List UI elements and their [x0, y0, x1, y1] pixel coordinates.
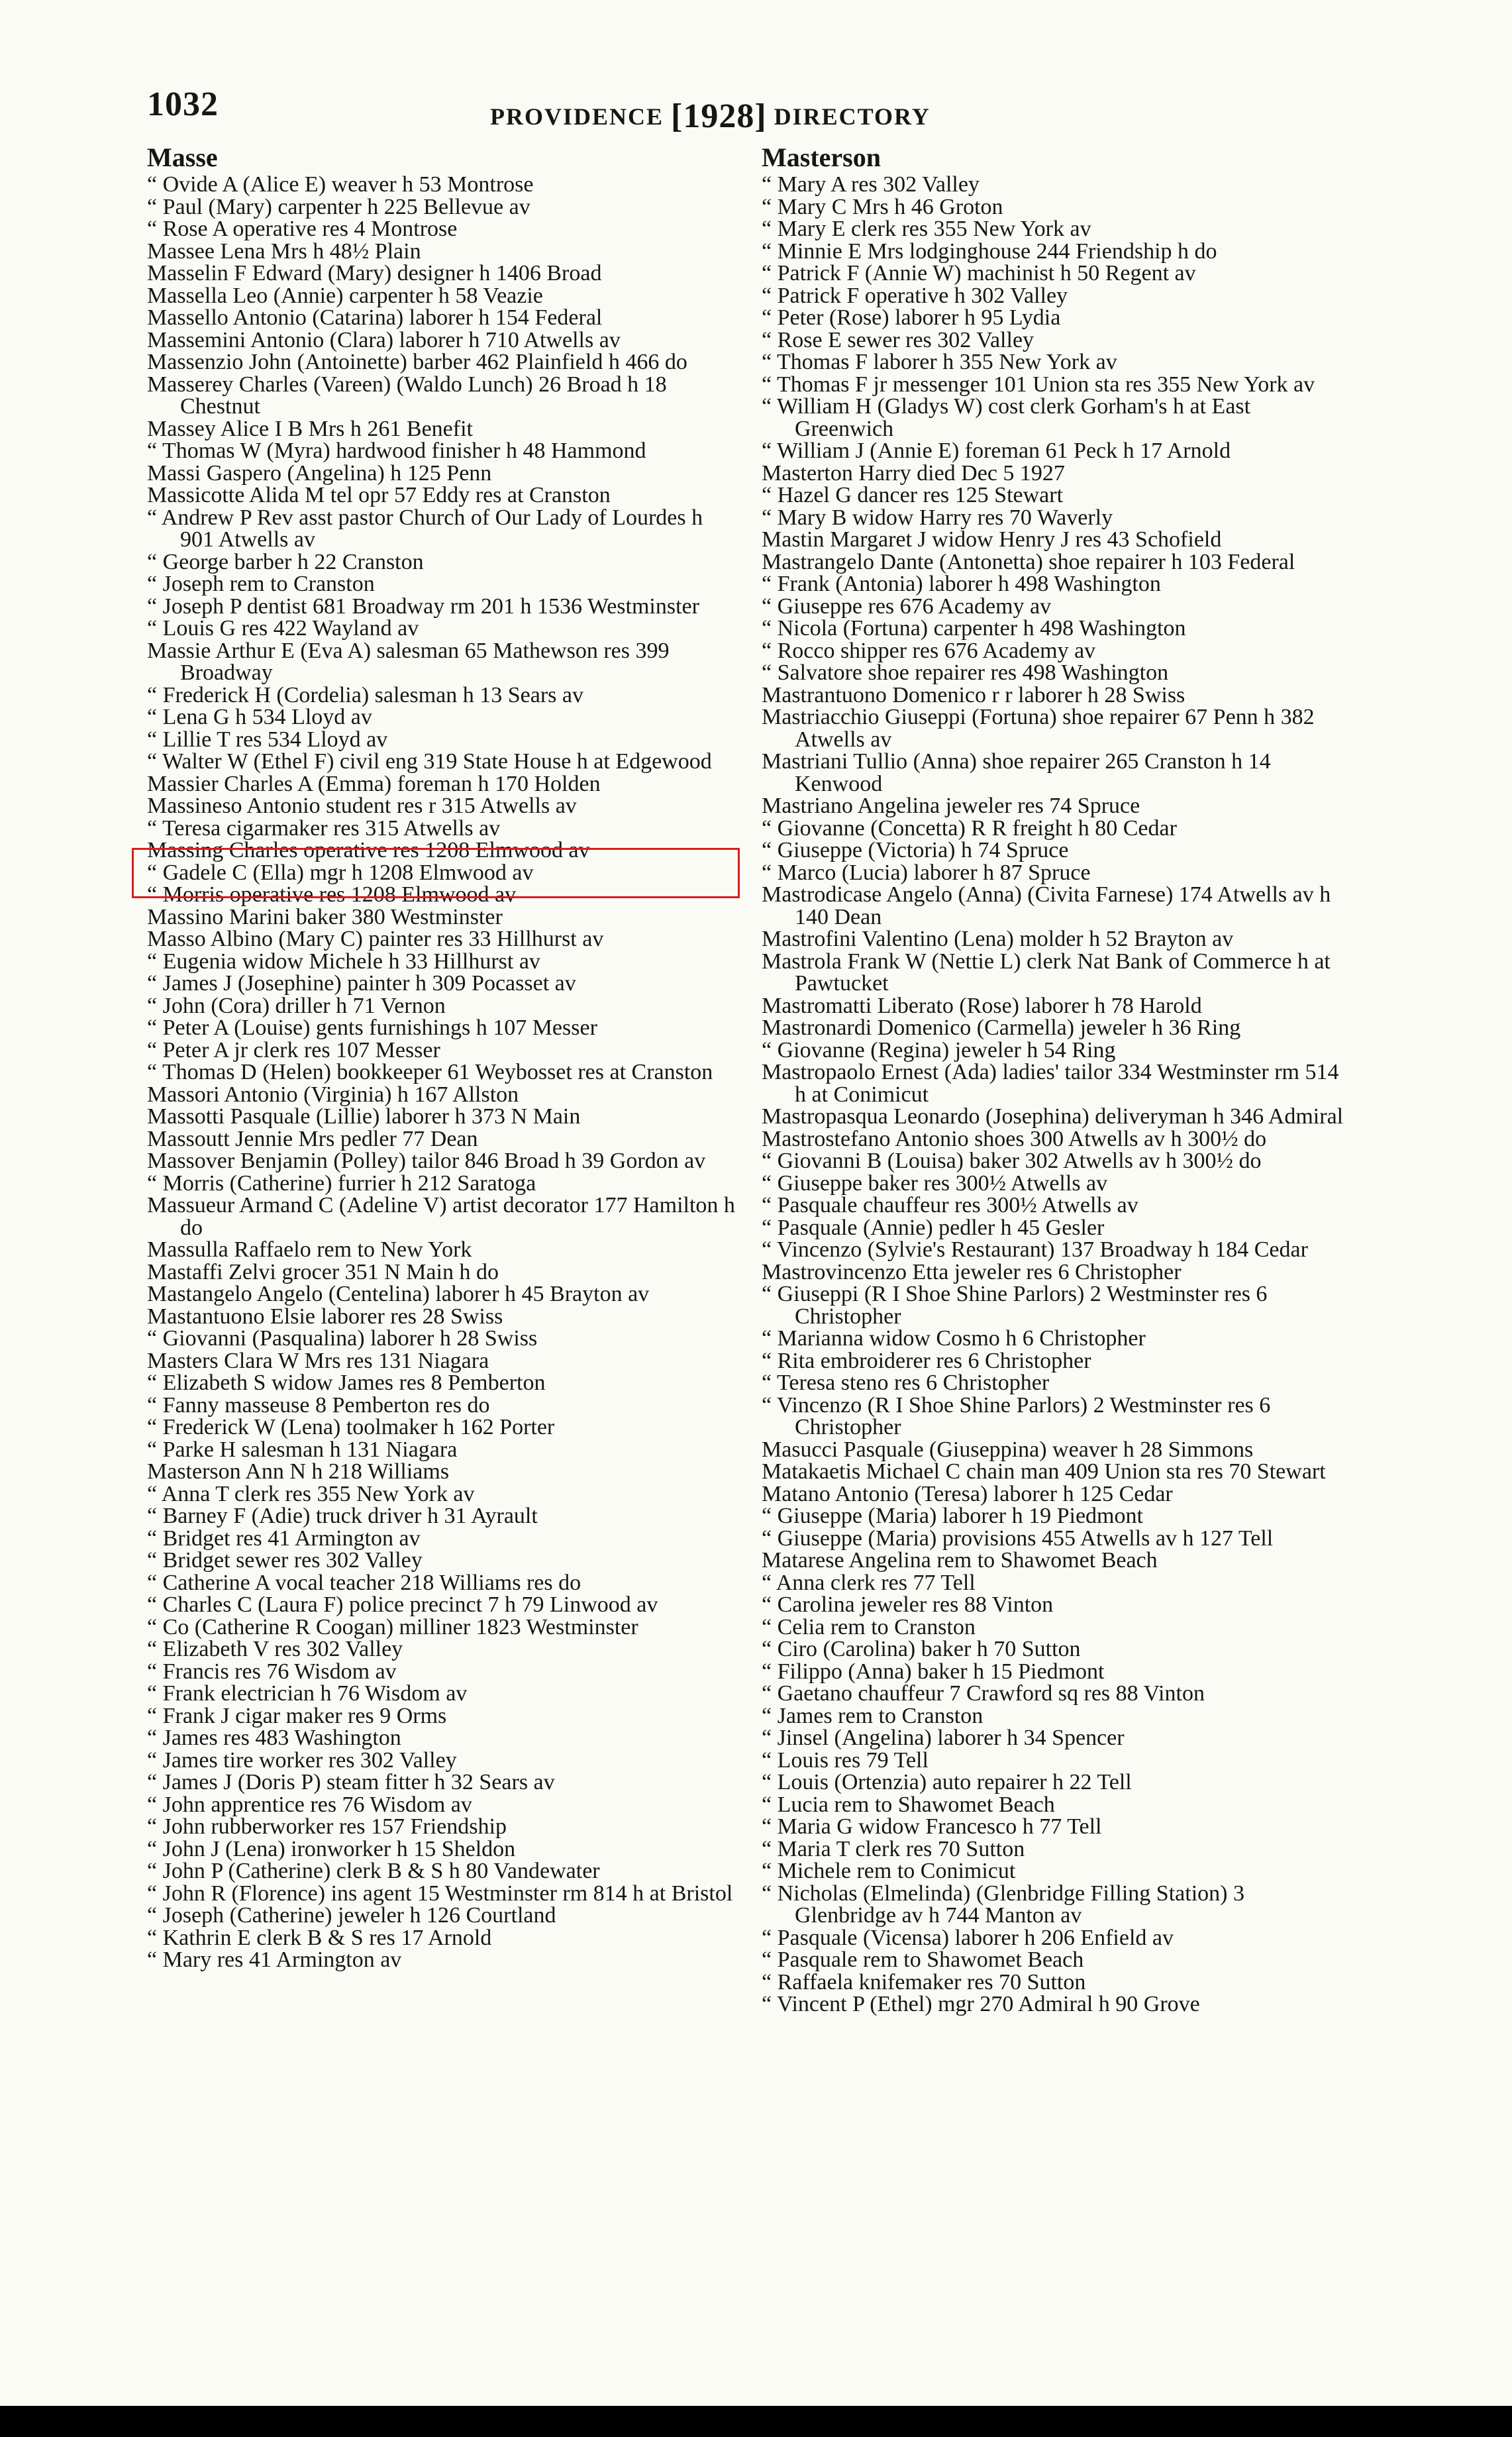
- directory-entry: Masselin F Edward (Mary) designer h 1406 Broad: [147, 261, 602, 285]
- directory-entry: “ William H (Gladys W) cost clerk Gorham's h at East Greenwich: [762, 394, 1251, 441]
- directory-entry: Massi Gaspero (Angelina) h 125 Penn: [147, 460, 492, 486]
- directory-entry: Mastaffi Zelvi grocer 351 N Main h do: [147, 1259, 499, 1284]
- directory-entry: “ Fanny masseuse 8 Pemberton res do: [147, 1392, 490, 1418]
- directory-entry: “ Gadele C (Ella) mgr h 1208 Elmwood av: [147, 860, 534, 885]
- directory-entry: Massicotte Alida M tel opr 57 Eddy res at Cranston: [147, 483, 611, 507]
- page-title: [490, 94, 931, 133]
- scan-border: [0, 2406, 1512, 2437]
- directory-entry: “ Teresa steno res 6 Christopher: [762, 1371, 1050, 1395]
- directory-entry: “ Carolina jeweler res 88 Vinton: [762, 1592, 1054, 1617]
- directory-entry: Mastromatti Liberato (Rose) laborer h 78 Harold: [762, 993, 1202, 1018]
- directory-entry: “ Francis res 76 Wisdom av: [147, 1659, 397, 1684]
- directory-entry: “ Frank electrician h 76 Wisdom av: [147, 1681, 468, 1706]
- directory-entry: Massover Benjamin (Polley) tailor 846 Broad h 39 Gordon av: [147, 1149, 706, 1173]
- directory-entry: “ Giovanni B (Louisa) baker 302 Atwells av h 300½ do: [762, 1149, 1262, 1173]
- directory-entry: “ Frederick H (Cordelia) salesman h 13 Sears av: [147, 682, 583, 707]
- directory-entry: “ Joseph (Catherine) jeweler h 126 Courtland: [147, 1903, 556, 1928]
- directory-entry: Mastangelo Angelo (Centelina) laborer h 45 Brayton av: [147, 1282, 650, 1306]
- directory-entry: “ Pasquale (Annie) pedler h 45 Gesler: [762, 1215, 1105, 1240]
- directory-entry: Matakaetis Michael C chain man 409 Union sta res 70 Stewart: [762, 1459, 1326, 1484]
- directory-entry: “ Peter A (Louise) gents furnishings h 107 Messer: [147, 1015, 597, 1040]
- directory-entry: “ Morris operative res 1208 Elmwood av: [147, 882, 517, 907]
- title-city: PROVIDENCE: [490, 103, 664, 130]
- directory-entry: “ Giuseppe res 676 Academy av: [762, 594, 1052, 619]
- directory-entry: Mastrofini Valentino (Lena) molder h 52 Brayton av: [762, 927, 1234, 951]
- directory-entry: “ Lena G h 534 Lloyd av: [147, 705, 372, 729]
- directory-entry: Massella Leo (Annie) carpenter h 58 Veazie: [147, 283, 543, 308]
- column-heading: Masterson: [762, 142, 881, 172]
- directory-entry: “ Marianna widow Cosmo h 6 Christopher: [762, 1326, 1146, 1351]
- directory-entry: “ James rem to Cranston: [762, 1703, 983, 1728]
- title-year: [1928]: [671, 97, 767, 135]
- directory-entry: “ Bridget sewer res 302 Valley: [147, 1548, 423, 1573]
- directory-entry: Masucci Pasquale (Giuseppina) weaver h 28 Simmons: [762, 1437, 1254, 1462]
- directory-entry: “ Peter A jr clerk res 107 Messer: [147, 1037, 440, 1063]
- directory-entry: “ John apprentice res 76 Wisdom av: [147, 1792, 472, 1817]
- directory-entry: Mastin Margaret J widow Henry J res 43 Schofield: [762, 527, 1222, 552]
- directory-entry: “ Patrick F (Annie W) machinist h 50 Regent av: [762, 261, 1196, 285]
- directory-entry: Massori Antonio (Virginia) h 167 Allston: [147, 1082, 519, 1107]
- directory-entry: “ John J (Lena) ironworker h 15 Sheldon: [147, 1836, 516, 1861]
- directory-entry: “ Mary A res 302 Valley: [762, 172, 980, 197]
- directory-entry: Masterson Ann N h 218 Williams: [147, 1459, 450, 1484]
- directory-entry: “ Gaetano chauffeur 7 Crawford sq res 88 Vinton: [762, 1681, 1205, 1706]
- directory-entry: “ Giuseppe (Maria) laborer h 19 Piedmont: [762, 1504, 1143, 1528]
- directory-entry: “ Anna clerk res 77 Tell: [762, 1570, 976, 1595]
- directory-entry: “ Maria T clerk res 70 Sutton: [762, 1836, 1025, 1861]
- directory-entry: “ Rocco shipper res 676 Academy av: [762, 638, 1096, 663]
- directory-entry: “ Louis (Ortenzia) auto repairer h 22 Tell: [762, 1770, 1132, 1794]
- directory-entry: “ Elizabeth S widow James res 8 Pemberton: [147, 1371, 546, 1395]
- directory-entry: “ Nicola (Fortuna) carpenter h 498 Washington: [762, 616, 1186, 641]
- directory-entry: “ Marco (Lucia) laborer h 87 Spruce: [762, 860, 1091, 885]
- left-column: [147, 143, 735, 1971]
- directory-entry: “ Andrew P Rev asst pastor Church of Our Lady of Lourdes h 901 Atwells av: [147, 505, 703, 552]
- directory-entry: “ Celia rem to Cranston: [762, 1614, 976, 1639]
- directory-entry: “ James J (Doris P) steam fitter h 32 Sears av: [147, 1770, 555, 1794]
- directory-entry: “ Minnie E Mrs lodginghouse 244 Friendship h do: [762, 238, 1217, 264]
- directory-entry: “ George barber h 22 Cranston: [147, 549, 424, 574]
- directory-entry: Matarese Angelina rem to Shawomet Beach: [762, 1548, 1158, 1573]
- directory-entry: “ Giuseppi (R I Shoe Shine Parlors) 2 Westminster res 6 Christopher: [762, 1282, 1268, 1329]
- directory-entry: Mastriacchio Giuseppi (Fortuna) shoe repairer 67 Penn h 382 Atwells av: [762, 705, 1315, 752]
- page-number: 1032: [147, 85, 219, 123]
- directory-entry: “ Frank J cigar maker res 9 Orms: [147, 1703, 447, 1728]
- directory-entry: “ Rose A operative res 4 Montrose: [147, 217, 458, 241]
- directory-entry: Massee Lena Mrs h 48½ Plain: [147, 238, 421, 264]
- directory-entry: “ Thomas W (Myra) hardwood finisher h 48 Hammond: [147, 439, 646, 463]
- highlight-box: [132, 848, 740, 898]
- directory-entry: “ Vincenzo (Sylvie's Restaurant) 137 Broadway h 184 Cedar: [762, 1237, 1308, 1262]
- directory-entry: Massing Charles operative res 1208 Elmwood av: [147, 838, 590, 862]
- directory-entry: “ Thomas F laborer h 355 New York av: [762, 350, 1117, 374]
- directory-entry: Mastrantuono Domenico r r laborer h 28 Swiss: [762, 682, 1185, 707]
- directory-entry: “ William J (Annie E) foreman 61 Peck h 17 Arnold: [762, 439, 1231, 463]
- directory-entry: Mastrostefano Antonio shoes 300 Atwells av h 300½ do: [762, 1126, 1267, 1151]
- directory-entry: “ Pasquale chauffeur res 300½ Atwells av: [762, 1193, 1138, 1218]
- directory-entry: Massemini Antonio (Clara) laborer h 710 Atwells av: [147, 327, 621, 352]
- directory-entry: “ John (Cora) driller h 71 Vernon: [147, 993, 446, 1018]
- directory-entry: “ Walter W (Ethel F) civil eng 319 State House h at Edgewood: [147, 749, 712, 774]
- directory-entry: “ Paul (Mary) carpenter h 225 Bellevue av: [147, 194, 530, 219]
- directory-entry: “ John P (Catherine) clerk B & S h 80 Vandewater: [147, 1859, 600, 1883]
- directory-entry: “ Lucia rem to Shawomet Beach: [762, 1792, 1055, 1817]
- directory-entry: “ Frederick W (Lena) toolmaker h 162 Porter: [147, 1415, 555, 1439]
- directory-entry: Massey Alice I B Mrs h 261 Benefit: [147, 416, 473, 441]
- directory-entry: “ Michele rem to Conimicut: [762, 1859, 1016, 1883]
- directory-entry: Massino Marini baker 380 Westminster: [147, 904, 503, 929]
- directory-entry: “ Catherine A vocal teacher 218 Williams res do: [147, 1570, 581, 1595]
- directory-entry: “ Vincenzo (R I Shoe Shine Parlors) 2 Westminster res 6 Christopher: [762, 1392, 1271, 1439]
- directory-entry: Mastantuono Elsie laborer res 28 Swiss: [147, 1304, 503, 1329]
- directory-entry: Masserey Charles (Vareen) (Waldo Lunch) 26 Broad h 18 Chestnut: [147, 372, 667, 419]
- directory-entry: “ Filippo (Anna) baker h 15 Piedmont: [762, 1659, 1105, 1684]
- directory-entry: “ Louis G res 422 Wayland av: [147, 616, 419, 641]
- directory-entry: “ Kathrin E clerk B & S res 17 Arnold: [147, 1925, 492, 1950]
- directory-entry: “ Elizabeth V res 302 Valley: [147, 1637, 403, 1661]
- directory-entry: “ Giuseppe (Victoria) h 74 Spruce: [762, 838, 1069, 862]
- directory-entry: Mastropaolo Ernest (Ada) ladies' tailor 334 Westminster rm 514 h at Conimicut: [762, 1060, 1339, 1107]
- directory-entry: “ Giuseppe baker res 300½ Atwells av: [762, 1170, 1108, 1196]
- directory-entry: “ Mary C Mrs h 46 Groton: [762, 194, 1003, 219]
- directory-entry: Massier Charles A (Emma) foreman h 170 Holden: [147, 771, 601, 796]
- directory-entry: “ Thomas D (Helen) bookkeeper 61 Weybosset res at Cranston: [147, 1060, 713, 1084]
- directory-entry: Massenzio John (Antoinette) barber 462 Plainfield h 466 do: [147, 350, 687, 374]
- directory-entry: “ Giovanne (Regina) jeweler h 54 Ring: [762, 1037, 1116, 1063]
- directory-entry: “ John R (Florence) ins agent 15 Westminster rm 814 h at Bristol: [147, 1881, 733, 1906]
- directory-entry: Mastropasqua Leonardo (Josephina) deliveryman h 346 Admiral: [762, 1104, 1344, 1129]
- directory-entry: “ Anna T clerk res 355 New York av: [147, 1481, 475, 1506]
- directory-entry: “ Teresa cigarmaker res 315 Atwells av: [147, 815, 501, 841]
- directory-entry: Matano Antonio (Teresa) laborer h 125 Cedar: [762, 1481, 1173, 1506]
- directory-entry: “ Nicholas (Elmelinda) (Glenbridge Filling Station) 3 Glenbridge av h 744 Manton av: [762, 1881, 1244, 1928]
- directory-entry: “ John rubberworker res 157 Friendship: [147, 1814, 507, 1839]
- directory-entry: “ Bridget res 41 Armington av: [147, 1526, 421, 1551]
- directory-entry: Mastrovincenzo Etta jeweler res 6 Christopher: [762, 1259, 1182, 1284]
- directory-entry: “ Hazel G dancer res 125 Stewart: [762, 483, 1064, 507]
- directory-entry: “ Salvatore shoe repairer res 498 Washington: [762, 660, 1169, 685]
- directory-entry: Masso Albino (Mary C) painter res 33 Hillhurst av: [147, 927, 604, 951]
- directory-entry: Massoutt Jennie Mrs pedler 77 Dean: [147, 1126, 478, 1151]
- directory-entry: “ Charles C (Laura F) police precinct 7 h 79 Linwood av: [147, 1592, 658, 1617]
- directory-entry: “ Mary res 41 Armington av: [147, 1947, 402, 1972]
- directory-entry: Massie Arthur E (Eva A) salesman 65 Mathewson res 399 Broadway: [147, 638, 670, 685]
- directory-entry: Mastrola Frank W (Nettie L) clerk Nat Bank of Commerce h at Pawtucket: [762, 949, 1331, 996]
- directory-entry: “ Rita embroiderer res 6 Christopher: [762, 1348, 1091, 1373]
- directory-entry: “ Jinsel (Angelina) laborer h 34 Spencer: [762, 1726, 1125, 1750]
- directory-entry: Mastronardi Domenico (Carmella) jeweler h 36 Ring: [762, 1015, 1241, 1040]
- directory-entry: Massello Antonio (Catarina) laborer h 154 Federal: [147, 305, 603, 330]
- directory-entry: Massueur Armand C (Adeline V) artist decorator 177 Hamilton h do: [147, 1193, 735, 1240]
- directory-entry: “ James J (Josephine) painter h 309 Pocasset av: [147, 971, 576, 996]
- directory-entry: “ Giovanni (Pasqualina) laborer h 28 Swiss: [147, 1326, 538, 1351]
- directory-entry: “ Joseph rem to Cranston: [147, 572, 375, 596]
- directory-entry: “ James res 483 Washington: [147, 1726, 401, 1750]
- directory-entry: “ Raffaela knifemaker res 70 Sutton: [762, 1969, 1086, 1995]
- directory-entry: Massotti Pasquale (Lillie) laborer h 373 N Main: [147, 1104, 581, 1129]
- directory-entry: “ Peter (Rose) laborer h 95 Lydia: [762, 305, 1061, 330]
- directory-entry: “ Maria G widow Francesco h 77 Tell: [762, 1814, 1102, 1839]
- directory-entry: “ Pasquale rem to Shawomet Beach: [762, 1947, 1084, 1972]
- directory-entry: “ James tire worker res 302 Valley: [147, 1747, 457, 1773]
- directory-entry: Massulla Raffaelo rem to New York: [147, 1237, 472, 1262]
- directory-entry: Mastriano Angelina jeweler res 74 Spruce: [762, 794, 1140, 818]
- directory-entry: “ Giuseppe (Maria) provisions 455 Atwells av h 127 Tell: [762, 1526, 1274, 1551]
- directory-entry: “ Joseph P dentist 681 Broadway rm 201 h 1536 Westminster: [147, 594, 699, 619]
- directory-entry: “ Ciro (Carolina) baker h 70 Sutton: [762, 1637, 1081, 1661]
- directory-entry: “ Morris (Catherine) furrier h 212 Saratoga: [147, 1170, 536, 1196]
- directory-entry: “ Barney F (Adie) truck driver h 31 Ayrault: [147, 1504, 538, 1528]
- directory-entry: Mastrangelo Dante (Antonetta) shoe repairer h 103 Federal: [762, 549, 1295, 574]
- directory-entry: “ Co (Catherine R Coogan) milliner 1823 Westminster: [147, 1614, 638, 1639]
- directory-entry: Masterton Harry died Dec 5 1927: [762, 460, 1065, 486]
- right-column: [762, 143, 1350, 2016]
- directory-entry: “ Parke H salesman h 131 Niagara: [147, 1437, 458, 1462]
- title-directory: DIRECTORY: [774, 103, 931, 130]
- directory-entry: “ Eugenia widow Michele h 33 Hillhurst av: [147, 949, 540, 974]
- directory-entry: “ Giovanne (Concetta) R R freight h 80 Cedar: [762, 815, 1177, 841]
- directory-entry: “ Vincent P (Ethel) mgr 270 Admiral h 90 Grove: [762, 1992, 1200, 2016]
- directory-entry: “ Mary E clerk res 355 New York av: [762, 217, 1091, 241]
- directory-entry: Masters Clara W Mrs res 131 Niagara: [147, 1348, 489, 1373]
- directory-entry: “ Frank (Antonia) laborer h 498 Washington: [762, 572, 1161, 596]
- directory-entry: Mastriani Tullio (Anna) shoe repairer 265 Cranston h 14 Kenwood: [762, 749, 1271, 796]
- directory-entry: “ Mary B widow Harry res 70 Waverly: [762, 505, 1113, 530]
- directory-entry: “ Pasquale (Vicensa) laborer h 206 Enfield av: [762, 1925, 1174, 1950]
- directory-entry: “ Rose E sewer res 302 Valley: [762, 327, 1034, 352]
- directory-entry: “ Thomas F jr messenger 101 Union sta res 355 New York av: [762, 372, 1315, 397]
- directory-entry: Massineso Antonio student res r 315 Atwells av: [147, 794, 577, 818]
- directory-entry: “ Ovide A (Alice E) weaver h 53 Montrose: [147, 172, 534, 197]
- directory-entry: “ Louis res 79 Tell: [762, 1747, 929, 1773]
- directory-entry: “ Lillie T res 534 Lloyd av: [147, 727, 388, 752]
- directory-entry: “ Patrick F operative h 302 Valley: [762, 283, 1068, 308]
- column-heading: Masse: [147, 142, 218, 172]
- directory-entry: Mastrodicase Angelo (Anna) (Civita Farnese) 174 Atwells av h 140 Dean: [762, 882, 1331, 929]
